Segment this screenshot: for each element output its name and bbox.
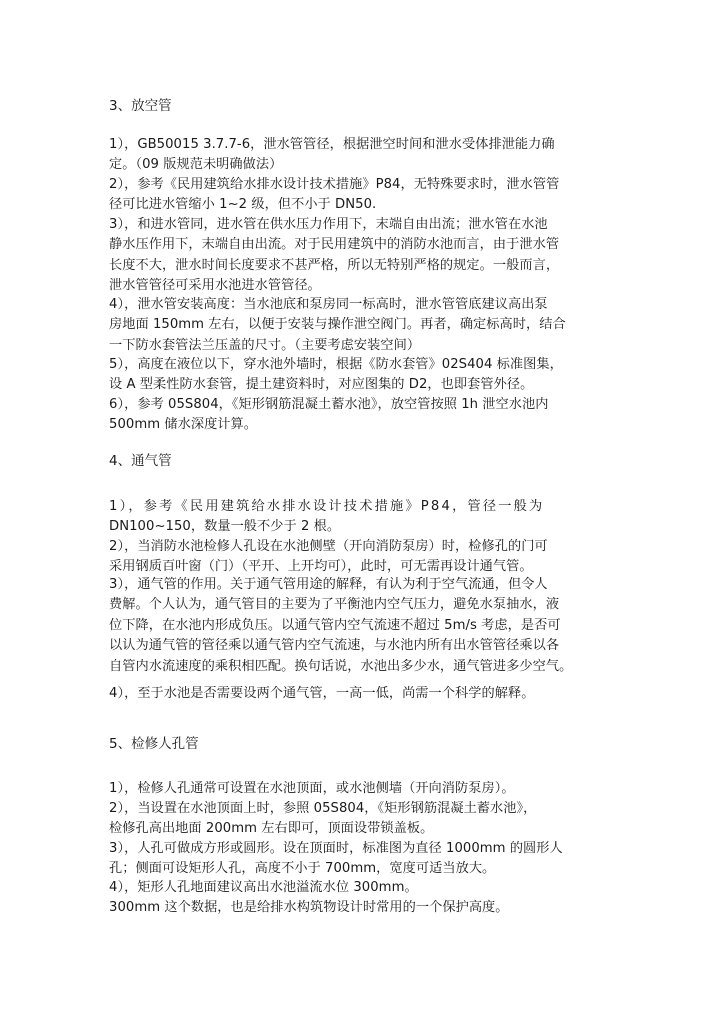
paragraph-venting-1	[109, 135, 629, 176]
text-line: 位下降，在水池内形成负压。以通气管内空气流速不超过 5m/s 考虑，是否可	[109, 617, 561, 633]
text-line: 2），当消防水池检修人孔设在水池侧壁（开向消防泵房）时，检修孔的门可	[109, 539, 548, 554]
text-line: 2），当设置在水池顶面上时，参照 05S804，《矩形钢筋混凝土蓄水池》，	[109, 801, 537, 816]
text-line: 孔；侧面可设矩形人孔，高度不小于 700mm，宽度可适当放大。	[109, 861, 496, 877]
text-line: DN100~150，数量一般不少于 2 根。	[109, 519, 341, 535]
text-line: 6），参考 05S804，《矩形钢筋混凝土蓄水池》，放空管按照 1h 泄空水池内	[109, 397, 549, 412]
paragraph-venting-4	[109, 295, 629, 356]
paragraph-manhole-2	[109, 799, 629, 840]
paragraph-vent-2	[109, 537, 629, 578]
paragraph-vent-4	[109, 684, 629, 704]
text-line: 1），GB50015 3.7.7-6，泄水管管径，根据泄空时间和泄水受体排泄能力确	[109, 137, 555, 152]
text-line: 1），参考《民用建筑给水排水设计技术措施》P84，管径一般为	[109, 499, 545, 514]
paragraph-manhole-4	[109, 878, 629, 898]
text-line: 300mm 这个数据，也是给排水构筑物设计时常用的一个保护高度。	[109, 900, 509, 915]
text-line: 定。（09 版规范未明确做法）	[109, 157, 283, 173]
paragraph-venting-3	[109, 215, 629, 297]
text-line: 5），高度在液位以下，穿水池外墙时，根据《防水套管》02S404 标准图集，	[109, 357, 563, 372]
text-line: 4），至于水池是否需要设两个通气管，一高一低，尚需一个科学的解释。	[109, 686, 535, 701]
text-line: 3），和进水管同，进水管在供水压力作用下，末端自由出流；泄水管在水池	[109, 217, 548, 232]
paragraph-venting-2	[109, 175, 629, 216]
text-line: 3），人孔可做成方形或圆形。设在顶面时，标准图为直径 1000mm 的圆形人	[109, 841, 563, 856]
text-line: 自管内水流速度的乘积相匹配。换句话说，水池出多少水，通气管进多少空气。	[109, 658, 573, 674]
text-line: 4），矩形人孔地面建议高出水池溢流水位 300mm。	[109, 880, 418, 895]
text-line: 长度不大，泄水时间长度要求不甚严格，所以无特别严格的规定。一般而言，	[109, 257, 560, 273]
paragraph-manhole-1	[109, 779, 629, 799]
paragraph-vent-1	[109, 497, 629, 538]
paragraph-vent-3	[109, 575, 629, 677]
paragraph-venting-5	[109, 355, 629, 396]
text-line: 500mm 储水深度计算。	[109, 417, 258, 433]
text-line: 静水压作用下，末端自由出流。对于民用建筑中的消防水池而言，由于泄水管	[109, 237, 560, 253]
text-line: 2），参考《民用建筑给水排水设计技术措施》P84，无特殊要求时，泄水管管	[109, 177, 560, 192]
text-line: 房地面 150mm 左右，以便于安装与操作泄空阀门。再者，确定标高时，结合	[109, 317, 566, 333]
text-line: 4），泄水管安装高度：当水池底和泵房同一标高时，泄水管管底建议高出泵	[109, 297, 548, 312]
text-line: 径可比进水管缩小 1~2 级，但不小于 DN50.	[109, 197, 377, 213]
text-line: 采用钢质百叶窗（门）（平开、上开均可），此时，可无需再设计通气管。	[109, 559, 533, 575]
paragraph-manhole-5	[109, 898, 629, 918]
text-line: 费解。个人认为，通气管目的主要为了平衡池内空气压力，避免水泵抽水，液	[109, 597, 560, 613]
text-line: 泄水管管径可采用水池进水管管径。	[109, 278, 321, 294]
text-line: 检修孔高出地面 200mm 左右即可，顶面设带锁盖板。	[109, 821, 434, 837]
section-heading-manhole-pipe: 5、检修人孔管	[109, 736, 199, 752]
section-heading-venting-pipe: 3、放空管	[109, 98, 172, 114]
paragraph-venting-6	[109, 395, 629, 436]
text-line: 3），通气管的作用。关于通气管用途的解释，有认为利于空气流通，但令人	[109, 577, 548, 592]
section-heading-vent-pipe: 4、通气管	[109, 453, 172, 469]
text-line: 设 A 型柔性防水套管，提土建资料时，对应图集的 D2，也即套管外径。	[109, 377, 534, 393]
text-line: 一下防水套管法兰压盖的尺寸。（主要考虑安装空间）	[109, 337, 421, 353]
text-line: 1），检修人孔通常可设置在水池顶面，或水池侧墙（开向消防泵房）。	[109, 781, 515, 796]
paragraph-manhole-3	[109, 839, 629, 880]
text-line: 以认为通气管的管径乘以通气管内空气流速，与水池内所有出水管管径乘以各	[109, 638, 560, 654]
